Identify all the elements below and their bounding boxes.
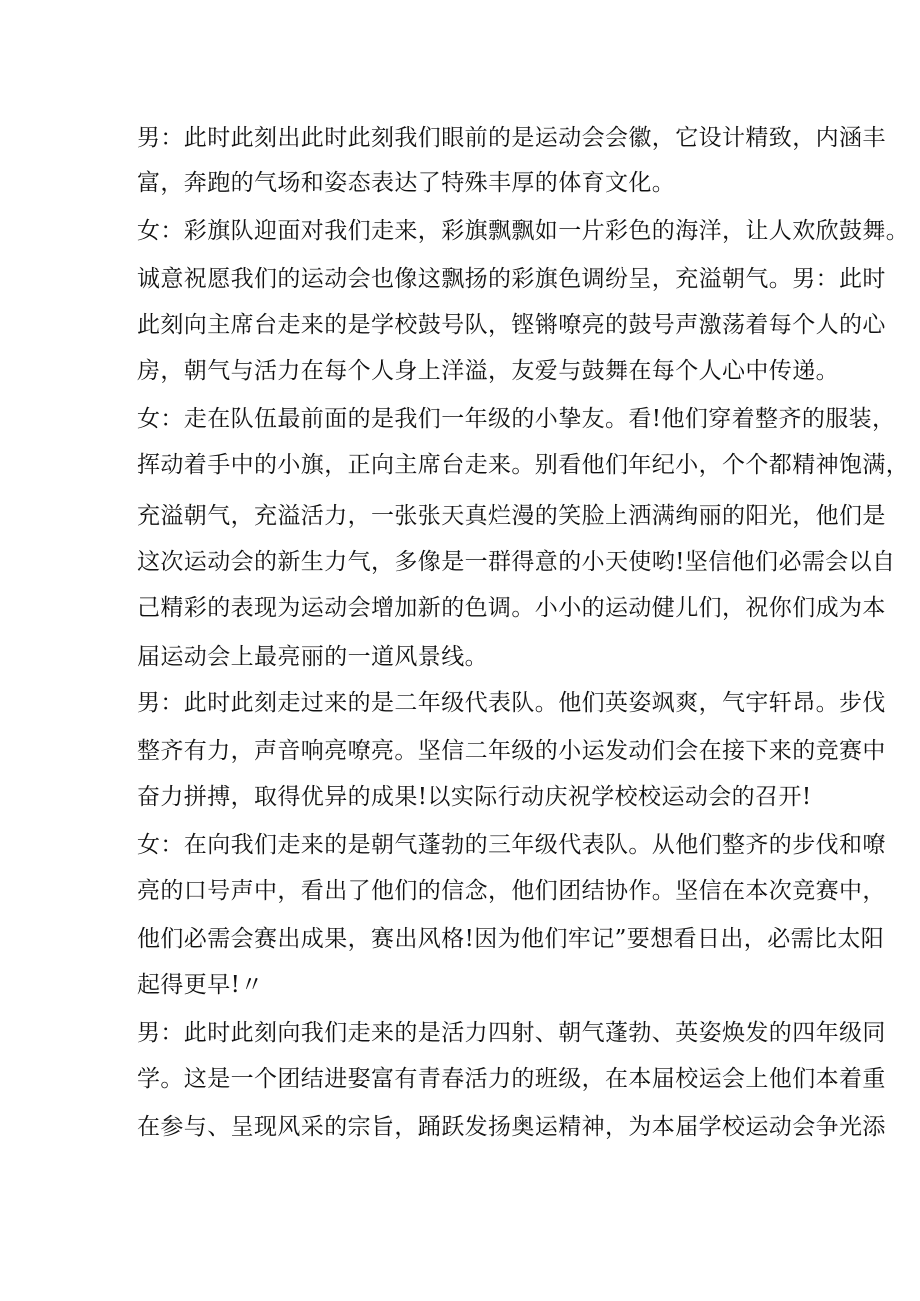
text-line: 诚意祝愿我们的运动会也像这飘扬的彩旗色调纷呈，充溢朝气。男：此时	[137, 266, 886, 292]
text-line: 这次运动会的新生力气，多像是一群得意的小天使哟!坚信他们必需会以自	[137, 549, 896, 575]
text-line: 富，奔跑的气场和姿态表达了特殊丰厚的体育文化。	[137, 170, 676, 196]
text-line: 挥动着手中的小旗，正向主席台走来。别看他们年纪小，个个都精神饱满，	[137, 452, 910, 478]
text-line: 此刻向主席台走来的是学校鼓号队，铿锵嘹亮的鼓号声激荡着每个人的心	[137, 312, 886, 338]
text-line: 他们必需会赛出成果，赛出风格!因为他们牢记”要想看日出，必需比太阳	[137, 926, 885, 952]
text-line: 学。这是一个团结进娶富有青春活力的班级，在本届校运会上他们本着重	[137, 1066, 886, 1092]
text-line: 己精彩的表现为运动会增加新的色调。小小的运动健儿们，祝你们成为本	[137, 595, 886, 621]
text-line: 女：在向我们走来的是朝气蓬勃的三年级代表队。从他们整齐的步伐和嘹	[137, 832, 886, 858]
text-line: 男：此时此刻走过来的是二年级代表队。他们英姿飒爽，气宇轩昂。步伐	[137, 690, 886, 716]
text-line: 在参与、呈现风采的宗旨，踊跃发扬奥运精神，为本届学校运动会争光添	[137, 1114, 886, 1140]
text-line: 奋力拼搏，取得优异的成果!以实际行动庆祝学校校运动会的召开!	[137, 784, 812, 810]
text-line: 届运动会上最亮丽的一道风景线。	[137, 644, 488, 670]
text-line: 充溢朝气，充溢活力，一张张天真烂漫的笑脸上洒满绚丽的阳光，他们是	[137, 503, 886, 529]
text-line: 男：此时此刻向我们走来的是活力四射、朝气蓬勃、英姿焕发的四年级同	[137, 1020, 886, 1046]
text-line: 女：彩旗队迎面对我们走来，彩旗飘飘如一片彩色的海洋，让人欢欣鼓舞。	[137, 218, 910, 244]
text-line: 起得更早!〃	[137, 972, 264, 998]
text-line: 整齐有力，声音响亮嘹亮。坚信二年级的小运发动们会在接下来的竞赛中	[137, 738, 886, 764]
text-line: 男：此时此刻出此时此刻我们眼前的是运动会会徽，它设计精致，内涵丰	[137, 125, 886, 151]
text-line: 女：走在队伍最前面的是我们一年级的小挚友。看!他们穿着整齐的服装，	[137, 406, 896, 432]
text-line: 房，朝气与活力在每个人身上洋溢，友爱与鼓舞在每个人心中传递。	[137, 358, 839, 384]
text-line: 亮的口号声中，看出了他们的信念，他们团结协作。坚信在本次竞赛中，	[137, 878, 886, 904]
